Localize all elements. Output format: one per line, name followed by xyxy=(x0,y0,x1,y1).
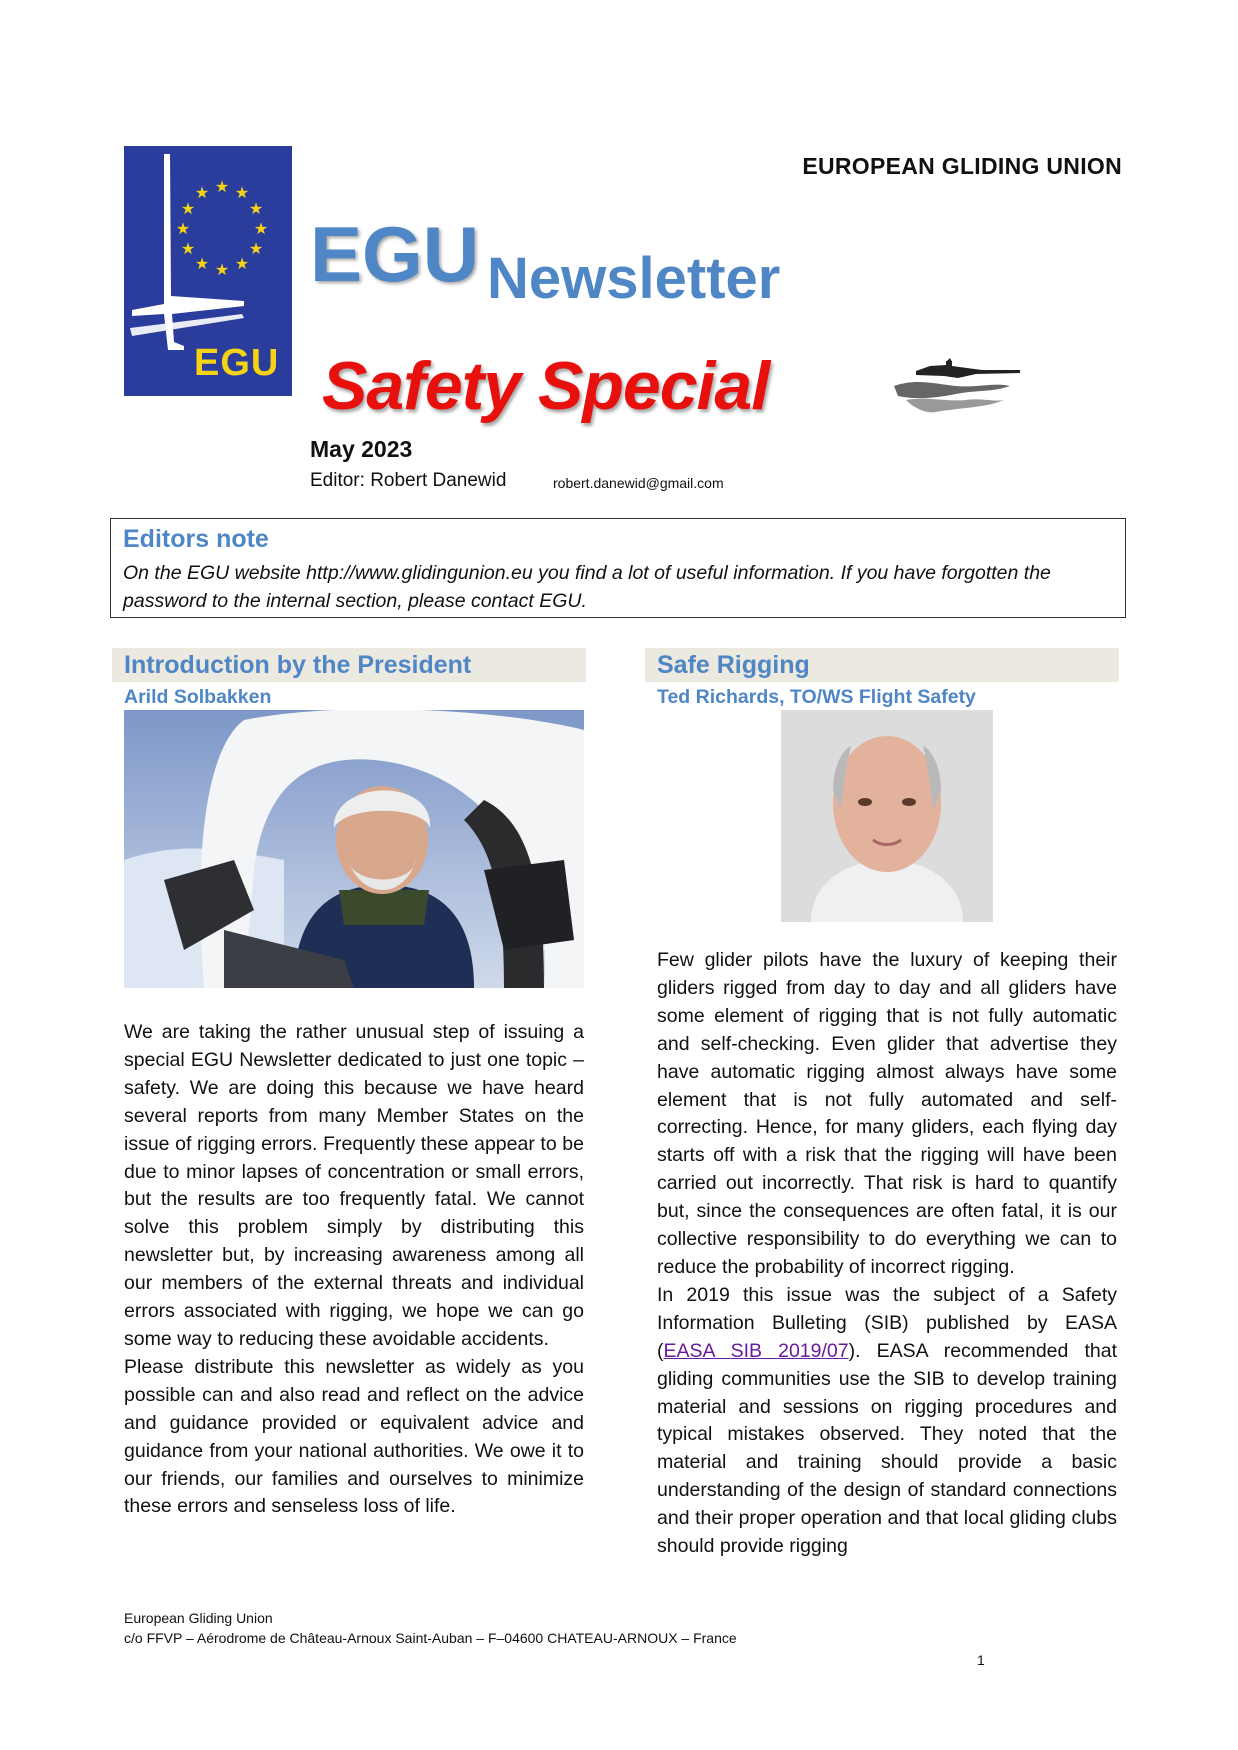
svg-text:★: ★ xyxy=(214,262,230,279)
svg-text:★: ★ xyxy=(180,241,196,258)
title-egu: EGU xyxy=(310,210,480,298)
footer-address: c/o FFVP – Aérodrome de Château-Arnoux Saint-Auban – F–04600 CHATEAU-ARNOUX – France xyxy=(124,1630,737,1646)
glider-icon xyxy=(886,356,1026,416)
page-number: 1 xyxy=(977,1652,985,1668)
editors-note-box xyxy=(110,518,1126,618)
section-header-safe-rigging: Safe Rigging xyxy=(645,648,1119,682)
svg-text:★: ★ xyxy=(248,241,264,258)
svg-text:★: ★ xyxy=(175,221,191,238)
author-photo xyxy=(781,710,993,922)
editors-note-text: On the EGU website http://www.glidingunion.eu you find a lot of useful information. If you have forgotten the password to the internal section, please contact EGU. xyxy=(123,562,1051,612)
rigging-paragraph xyxy=(657,1282,1117,1561)
intro-paragraph: We are taking the rather unusual step of issuing a special EGU Newsletter dedicated to just one topic – safety. We are doing this because we have heard several reports from many Member States on the issue of rigging errors. Frequently these appear to be due to minor lapses of concentration or small errors, but the results are too frequently fatal. We cannot solve this problem simply by distributing this newsletter but, by increasing awareness among all our members of the external threats and individual errors associated with rigging, we hope we can go some way to reducing these avoidable accidents. xyxy=(124,1021,584,1350)
org-name: EUROPEAN GLIDING UNION xyxy=(802,153,1122,179)
rigging-paragraph: Few glider pilots have the luxury of keeping their gliders rigged from day to day and all gliders have some element of rigging that is not fully automatic and self-checking. Even glider that advertise they have automatic rigging almost always have some element that is not fully automated and self-correcting. Hence, for many gliders, each flying day starts off with a risk that the rigging will have been carried out incorrectly. That risk is hard to quantify but, since the consequences are often fatal, it is our collective responsibility to do everything we can to reduce the probability of incorrect rigging. xyxy=(657,949,1117,1278)
svg-text:★: ★ xyxy=(194,185,210,202)
svg-text:★: ★ xyxy=(234,256,250,273)
article-author: Arild Solbakken xyxy=(124,686,272,708)
editor-name: Editor: Robert Danewid xyxy=(310,470,507,491)
svg-text:★: ★ xyxy=(194,256,210,273)
editors-note-title: Editors note xyxy=(123,525,269,553)
intro-paragraph: Please distribute this newsletter as widely as you possible can and also read and reflect on the advice and guidance provided or equivalent advice and guidance from your national authorities. We owe it to our friends, our families and ourselves to minimize these errors and senseless loss of life. xyxy=(124,1355,584,1518)
footer-org: European Gliding Union xyxy=(124,1610,273,1626)
easa-sib-link[interactable]: EASA SIB 2019/07 xyxy=(663,1339,849,1362)
svg-text:★: ★ xyxy=(248,201,264,218)
svg-text:★: ★ xyxy=(180,201,196,218)
svg-text:★: ★ xyxy=(214,179,230,196)
egu-logo xyxy=(124,146,292,396)
article-author: Ted Richards, TO/WS Flight Safety xyxy=(657,686,976,708)
issue-date: May 2023 xyxy=(310,436,413,462)
svg-text:★: ★ xyxy=(234,185,250,202)
rigging-text: In 2019 this issue was the subject of a Safety Information Bulleting (SIB) published by EASA ( xyxy=(657,1283,1117,1362)
logo-text: EGU xyxy=(194,342,280,384)
intro-article-body xyxy=(124,1019,584,1521)
rigging-text: ). EASA recommended that gliding communities use the SIB to develop training material and sessions on rigging procedures and typical mistakes observed. They noted that the material and training should provide a basic understanding of the design of standard connections and their proper operation and that local gliding clubs should provide rigging xyxy=(657,1339,1117,1558)
president-photo xyxy=(124,710,584,988)
rigging-article-body xyxy=(657,947,1117,1561)
title-newsletter: Newsletter xyxy=(487,246,781,311)
section-header-introduction: Introduction by the President xyxy=(112,648,586,682)
title-safety-special: Safety Special xyxy=(322,348,770,424)
svg-text:★: ★ xyxy=(253,221,269,238)
editor-email[interactable]: robert.danewid@gmail.com xyxy=(553,475,724,491)
